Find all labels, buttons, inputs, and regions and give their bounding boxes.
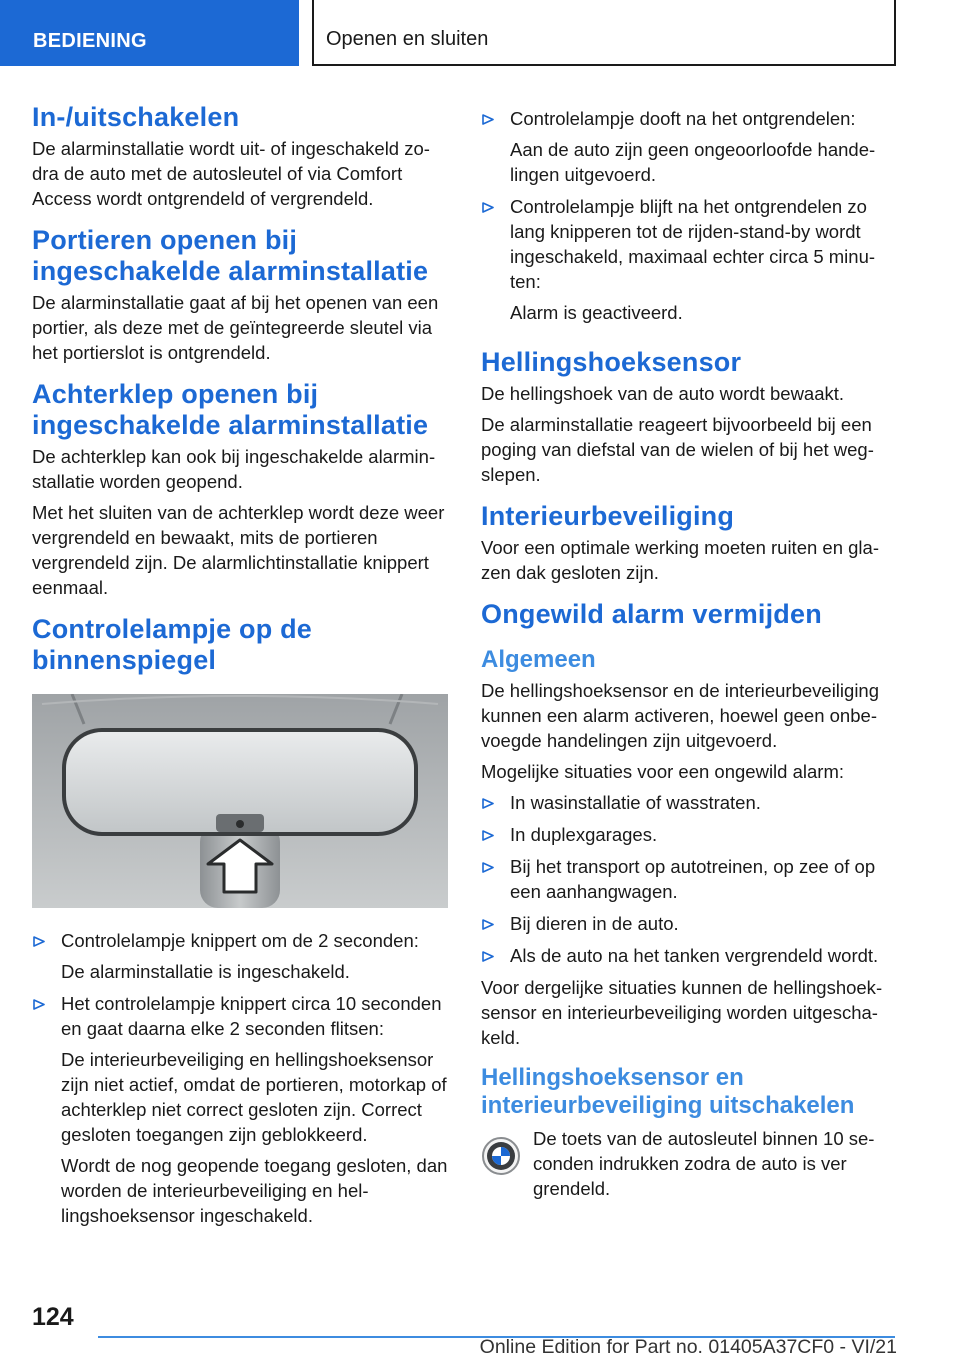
list-item-text: Controlelampje knippert om de 2 seconden:: [61, 930, 419, 951]
triangle-right-outline-icon: [482, 114, 494, 125]
triangle-right-outline-icon: [482, 202, 494, 213]
list-item-text: Bij het transport op autotreinen, op zee of op een aanhangwagen.: [510, 856, 876, 902]
indicator-list-continued: [481, 106, 897, 325]
list-item: [481, 194, 897, 325]
heading-indicator: Controlelampje op de binnenspiegel: [32, 614, 313, 675]
paragraph-disable: [481, 1126, 897, 1201]
paragraph-interior: Voor een optimale werking moeten ruiten en glazen dak gesloten zijn.: [481, 537, 879, 583]
paragraph-doors: De alarminstallatie gaat af bij het openen van een portier, als deze met de geïntegreerde sleutel via het portierslot is ontgrendeld.: [32, 292, 439, 363]
triangle-right-outline-icon: [33, 999, 45, 1010]
subheading-general: Algemeen: [481, 646, 596, 673]
heading-interior: Interieurbeveiliging: [481, 501, 735, 531]
paragraph-tilt-1: De hellingshoek van de auto wordt bewaakt.: [481, 383, 845, 404]
list-item-text: Bij dieren in de auto.: [510, 913, 679, 934]
list-item: [481, 790, 897, 815]
list-item-sub: De alarminstallatie is ingeschakeld.: [61, 961, 350, 982]
heading-avoid-alarm: Ongewild alarm vermijden: [481, 599, 822, 629]
list-item-text: Controlelampje dooft na het ontgrendelen:: [510, 108, 856, 129]
heading-tailgate: Achterklep openen bij ingeschakelde alarminstallatie: [32, 379, 429, 440]
triangle-right-outline-icon: [482, 830, 494, 841]
list-item: [481, 943, 897, 968]
list-item: [481, 822, 897, 847]
paragraph-general-3: Voor dergelijke situaties kunnen de hellingshoeksensor en interieurbeveiliging worden uitgeschakeld.: [481, 977, 883, 1048]
list-item: [32, 928, 450, 984]
page-number: 124: [32, 1303, 74, 1331]
list-item-text: Controlelampje blijft na het ontgrendelen zo lang knipperen tot de rijden-stand-by wordt ingeschakeld, maximaal echter circa 5 minuten:: [510, 196, 876, 292]
edition-info: Online Edition for Part no. 01405A37CF0 - VI/21: [479, 1336, 897, 1358]
paragraph-tailgate-1: De achterklep kan ook bij ingeschakelde alarminstallatie worden geopend.: [32, 446, 436, 492]
right-column: [481, 100, 897, 1207]
list-item: [32, 991, 450, 1228]
situations-list: [481, 790, 897, 968]
paragraph-switch: De alarminstallatie wordt uit- of ingeschakeld zodra de auto met de autosleutel of via Comfort Access wordt ontgrendeld of vergrendeld.: [32, 138, 430, 209]
list-item-sub: Aan de auto zijn geen ongeoorloofde handelingen uitgevoerd.: [510, 139, 876, 185]
triangle-right-outline-icon: [482, 919, 494, 930]
indicator-list: [32, 928, 450, 1228]
rearview-mirror-illustration: [32, 694, 448, 908]
heading-tilt-sensor: Hellingshoeksensor: [481, 347, 742, 377]
paragraph-general-1: De hellingshoeksensor en de interieurbeveiliging kunnen een alarm activeren, hoewel geen onbevoegde handelingen zijn uitgevoerd.: [481, 680, 880, 751]
list-item: [481, 854, 897, 904]
list-item-text: In wasinstallatie of wasstraten.: [510, 792, 761, 813]
list-item-text: In duplexgarages.: [510, 824, 658, 845]
heading-switch: In-/uitschakelen: [32, 102, 240, 132]
list-item: [481, 106, 897, 187]
list-item-text: Het controlelampje knippert circa 10 seconden en gaat daarna elke 2 seconden flitsen:: [61, 993, 442, 1039]
bmw-key-lock-icon: [481, 1136, 521, 1176]
list-item: [481, 911, 897, 936]
list-item-sub: De interieurbeveiliging en hellingshoeksensor zijn niet actief, omdat de portieren, motorkap of achterklep niet correct gesloten zijn. Correct gesloten toegangen zijn geblokkeerd.: [61, 1049, 447, 1145]
triangle-right-outline-icon: [482, 951, 494, 962]
paragraph-general-2: Mogelijke situaties voor een ongewild alarm:: [481, 761, 844, 782]
left-column: [32, 100, 450, 1235]
key-instruction: [481, 1126, 897, 1201]
chapter-title: Openen en sluiten: [312, 0, 896, 66]
paragraph-tilt-2: De alarminstallatie reageert bijvoorbeeld bij een poging van diefstal van de wielen of bij het wegslepen.: [481, 414, 874, 485]
triangle-right-outline-icon: [33, 936, 45, 947]
paragraph-disable-main: De toets van de autosleutel binnen 10 seconden indrukken zodra de auto is ver: [533, 1128, 875, 1174]
subheading-disable: Hellingshoeksensor en interieurbeveiliging uitschakelen: [481, 1064, 855, 1119]
paragraph-tailgate-2: Met het sluiten van de achterklep wordt deze weer vergrendeld en bewaakt, mits de portieren vergrendeld zijn. De alarmlichtinstallatie knippert eenmaal.: [32, 502, 445, 598]
paragraph-disable-rest: grendeld.: [533, 1178, 611, 1199]
section-tab: BEDIENING: [0, 0, 299, 66]
list-item-sub: Alarm is geactiveerd.: [510, 302, 683, 323]
triangle-right-outline-icon: [482, 798, 494, 809]
list-item-text: Als de auto na het tanken vergrendeld wordt.: [510, 945, 879, 966]
triangle-right-outline-icon: [482, 862, 494, 873]
heading-doors: Portieren openen bij ingeschakelde alarminstallatie: [32, 225, 429, 286]
list-item-sub: Wordt de nog geopende toegang gesloten, dan worden de interieurbeveiliging en hellingshoeksensor ingeschakeld.: [61, 1155, 448, 1226]
